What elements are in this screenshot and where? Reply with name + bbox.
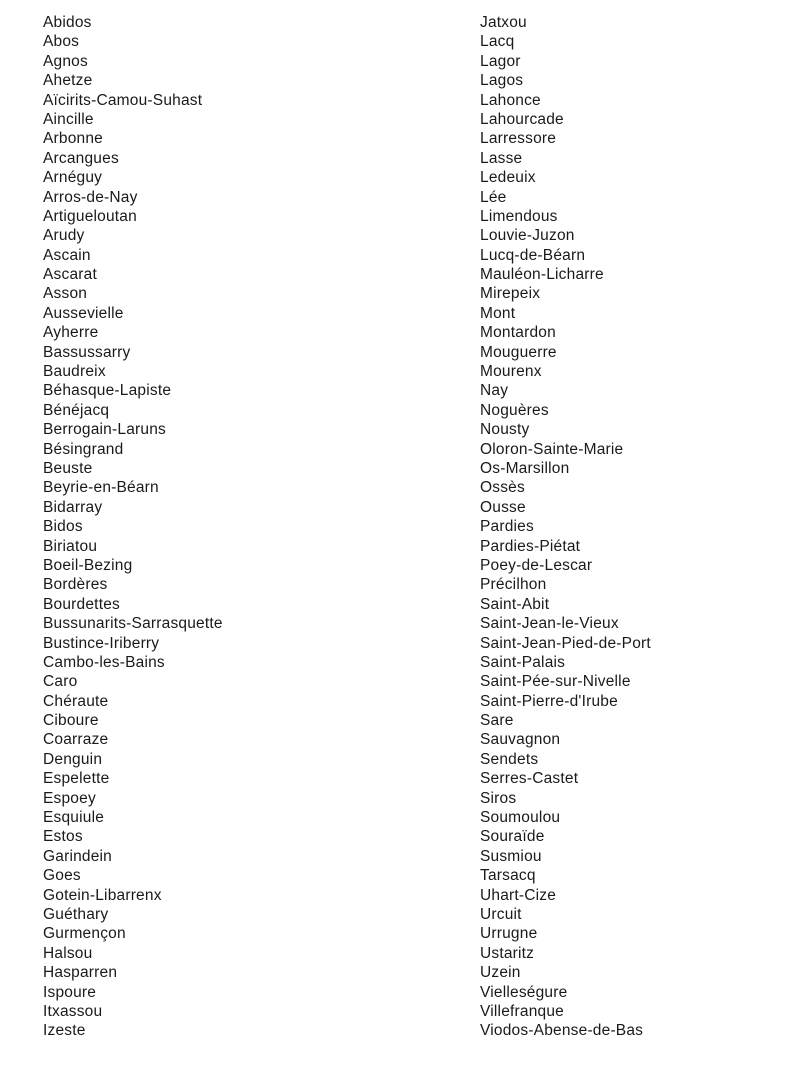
commune-name: Arros-de-Nay	[43, 188, 138, 206]
commune-name: Aussevielle	[43, 304, 124, 322]
commune-name: Ahetze	[43, 72, 93, 90]
commune-name: Guéthary	[43, 905, 109, 923]
commune-name: Ossès	[480, 479, 525, 497]
commune-name: Arnéguy	[43, 169, 103, 187]
commune-name: Ispoure	[43, 983, 97, 1001]
commune-name: Asson	[43, 285, 88, 303]
commune-name: Lahonce	[480, 91, 541, 109]
commune-name: Pardies-Piétat	[480, 537, 581, 555]
commune-name: Montardon	[480, 324, 556, 342]
commune-name: Saint-Jean-le-Vieux	[480, 615, 619, 633]
commune-name: Sendets	[480, 750, 539, 768]
commune-name: Hasparren	[43, 964, 118, 982]
commune-name: Nousty	[480, 421, 530, 439]
commune-name: Gotein-Libarrenx	[43, 886, 162, 904]
commune-name: Villefranque	[480, 1002, 564, 1020]
commune-name: Agnos	[43, 52, 88, 70]
commune-name: Pardies	[480, 518, 534, 536]
commune-name: Espelette	[43, 770, 110, 788]
commune-name: Bésingrand	[43, 440, 124, 458]
commune-name: Beyrie-en-Béarn	[43, 479, 159, 497]
commune-name: Esquiule	[43, 809, 105, 827]
commune-name: Mauléon-Licharre	[480, 266, 604, 284]
commune-name: Uhart-Cize	[480, 886, 557, 904]
commune-name: Goes	[43, 867, 81, 885]
commune-name: Saint-Palais	[480, 653, 566, 671]
commune-name: Béhasque-Lapiste	[43, 382, 172, 400]
commune-name: Baudreix	[43, 363, 106, 381]
commune-name: Ayherre	[43, 324, 99, 342]
commune-name: Bassussarry	[43, 343, 131, 361]
commune-list-right-column	[480, 13, 790, 1041]
commune-name: Ciboure	[43, 712, 99, 730]
commune-name: Cambo-les-Bains	[43, 653, 165, 671]
commune-list-left-column	[43, 13, 443, 1041]
commune-name: Saint-Jean-Pied-de-Port	[480, 634, 651, 652]
commune-name: Itxassou	[43, 1002, 103, 1020]
commune-name: Chéraute	[43, 692, 109, 710]
commune-name: Bordères	[43, 576, 108, 594]
commune-name: Ousse	[480, 498, 526, 516]
commune-name: Saint-Pierre-d'Irube	[480, 692, 618, 710]
commune-name: Vielleségure	[480, 983, 568, 1001]
commune-name: Beuste	[43, 459, 93, 477]
commune-name: Halsou	[43, 944, 93, 962]
commune-name: Jatxou	[480, 14, 527, 31]
commune-name: Serres-Castet	[480, 770, 579, 788]
commune-name: Lacq	[480, 33, 515, 51]
commune-name: Oloron-Sainte-Marie	[480, 440, 624, 458]
commune-name: Bidos	[43, 518, 83, 536]
commune-name: Abos	[43, 33, 80, 51]
commune-name: Lée	[480, 188, 507, 206]
commune-name: Nay	[480, 382, 509, 400]
commune-name: Lagor	[480, 52, 521, 70]
commune-name: Artigueloutan	[43, 207, 137, 225]
commune-name: Bourdettes	[43, 595, 120, 613]
commune-name: Viodos-Abense-de-Bas	[480, 1022, 644, 1040]
commune-name: Caro	[43, 673, 78, 691]
commune-name: Lagos	[480, 72, 524, 90]
commune-name: Denguin	[43, 750, 103, 768]
commune-name: Ascarat	[43, 266, 97, 284]
commune-name: Poey-de-Lescar	[480, 556, 593, 574]
commune-name: Estos	[43, 828, 83, 846]
commune-name: Biriatou	[43, 537, 98, 555]
commune-name: Arbonne	[43, 130, 104, 148]
commune-name: Lahourcade	[480, 110, 564, 128]
commune-name: Mouguerre	[480, 343, 557, 361]
commune-name: Gurmençon	[43, 925, 126, 943]
commune-name: Siros	[480, 789, 517, 807]
commune-name: Limendous	[480, 207, 558, 225]
commune-name: Lucq-de-Béarn	[480, 246, 586, 264]
commune-name: Arudy	[43, 227, 85, 245]
commune-name: Mont	[480, 304, 516, 322]
commune-name: Espoey	[43, 789, 96, 807]
commune-name: Boeil-Bezing	[43, 556, 133, 574]
commune-name: Larressore	[480, 130, 557, 148]
commune-name: Bustince-Iriberry	[43, 634, 160, 652]
commune-name: Aincille	[43, 110, 94, 128]
commune-name: Bidarray	[43, 498, 103, 516]
commune-name: Coarraze	[43, 731, 109, 749]
commune-name: Ustaritz	[480, 944, 535, 962]
commune-name: Saint-Abit	[480, 595, 550, 613]
commune-name: Abidos	[43, 14, 92, 31]
commune-name: Noguères	[480, 401, 549, 419]
commune-name: Soumoulou	[480, 809, 561, 827]
commune-name: Bussunarits-Sarrasquette	[43, 615, 223, 633]
commune-name: Précilhon	[480, 576, 547, 594]
commune-name: Garindein	[43, 847, 113, 865]
commune-name: Izeste	[43, 1022, 86, 1040]
commune-name: Mirepeix	[480, 285, 541, 303]
commune-name: Berrogain-Laruns	[43, 421, 166, 439]
commune-name: Souraïde	[480, 828, 545, 846]
commune-name: Arcangues	[43, 149, 119, 167]
commune-name: Sare	[480, 712, 514, 730]
commune-name: Os-Marsillon	[480, 459, 570, 477]
commune-name: Urrugne	[480, 925, 538, 943]
commune-name: Lasse	[480, 149, 523, 167]
commune-name: Ledeuix	[480, 169, 536, 187]
commune-name: Ascain	[43, 246, 91, 264]
commune-name: Susmiou	[480, 847, 542, 865]
commune-name: Louvie-Juzon	[480, 227, 575, 245]
commune-name: Tarsacq	[480, 867, 536, 885]
commune-name: Sauvagnon	[480, 731, 561, 749]
commune-name: Saint-Pée-sur-Nivelle	[480, 673, 631, 691]
commune-name: Urcuit	[480, 905, 522, 923]
commune-name: Uzein	[480, 964, 521, 982]
commune-name: Mourenx	[480, 363, 542, 381]
commune-name: Bénéjacq	[43, 401, 110, 419]
commune-name: Aïcirits-Camou-Suhast	[43, 91, 203, 109]
